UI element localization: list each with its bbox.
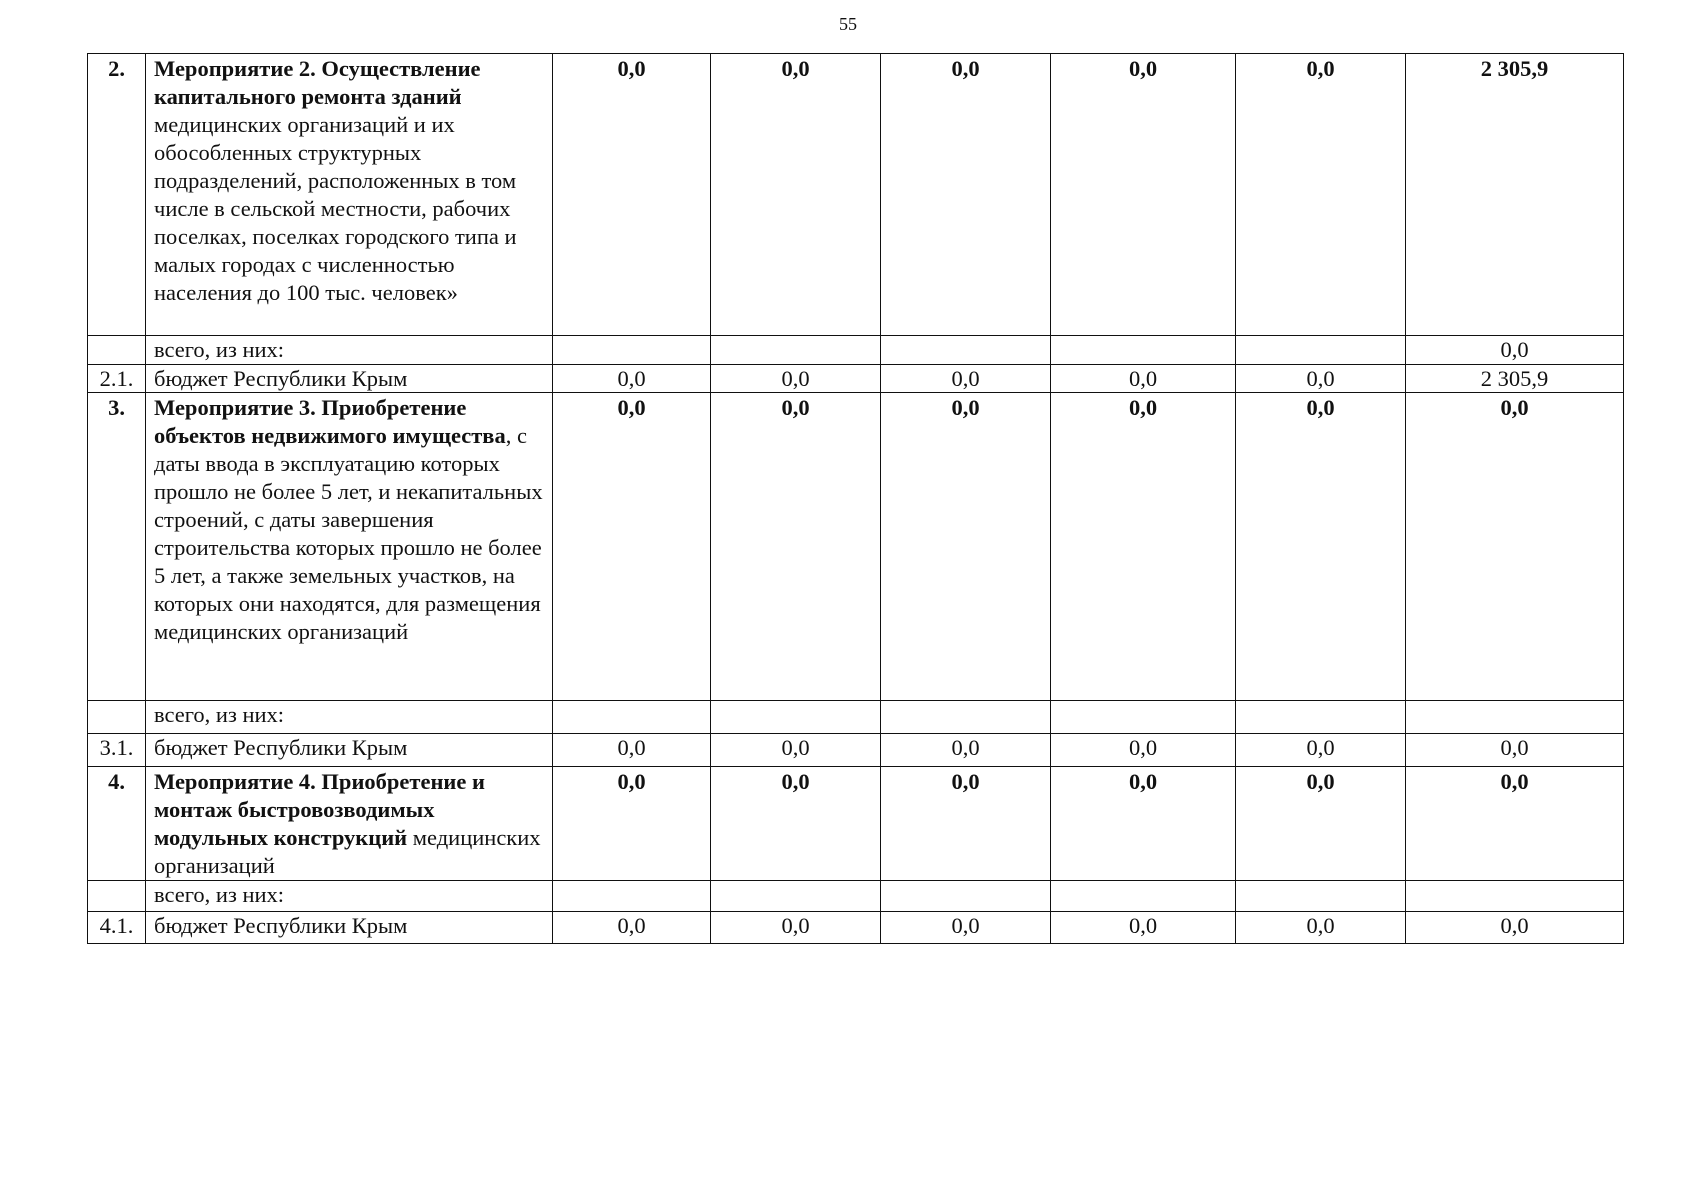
value-cell: [711, 336, 881, 365]
table-row-total: [88, 701, 1624, 734]
value-cell: [881, 701, 1051, 734]
table-row-measure-2: [88, 54, 1624, 336]
value-cell: 0,0: [1406, 767, 1624, 881]
table-row-budget: [88, 365, 1624, 393]
row-label: бюджет Республики Крым: [146, 912, 553, 944]
table-row-measure-3: [88, 393, 1624, 701]
value-cell: 0,0: [1406, 912, 1624, 944]
row-number: 3.1.: [88, 734, 146, 767]
row-label: бюджет Республики Крым: [146, 365, 553, 393]
value-cell: 0,0: [711, 393, 881, 701]
value-cell: 0,0: [881, 393, 1051, 701]
value-cell: 0,0: [1236, 365, 1406, 393]
value-cell: 0,0: [711, 912, 881, 944]
table-row-budget: [88, 734, 1624, 767]
row-number: 3.: [88, 393, 146, 701]
measure-description: [146, 767, 553, 881]
table-row-total: [88, 336, 1624, 365]
page-number: 55: [839, 14, 857, 34]
value-cell: [1406, 701, 1624, 734]
value-cell: 0,0: [711, 734, 881, 767]
measure-description: [146, 54, 553, 336]
value-cell: 0,0: [1051, 912, 1236, 944]
measure-title: Мероприятие 3. Приобретение объектов недвижимого имущества: [154, 395, 506, 448]
measure-details: медицинских организаций: [154, 825, 541, 878]
value-cell: 0,0: [1051, 767, 1236, 881]
value-cell: [711, 701, 881, 734]
value-cell: 2 305,9: [1406, 54, 1624, 336]
value-cell: 0,0: [1406, 734, 1624, 767]
value-cell: 0,0: [881, 767, 1051, 881]
value-cell: [1051, 701, 1236, 734]
value-cell: [1236, 701, 1406, 734]
row-number: 2.1.: [88, 365, 146, 393]
row-number: [88, 701, 146, 734]
value-cell: 0,0: [553, 767, 711, 881]
value-cell: 0,0: [711, 365, 881, 393]
value-cell: 0,0: [1236, 912, 1406, 944]
value-cell: 0,0: [1051, 365, 1236, 393]
value-cell: 2 305,9: [1406, 365, 1624, 393]
value-cell: 0,0: [1236, 54, 1406, 336]
value-cell: [553, 701, 711, 734]
value-cell: 0,0: [881, 54, 1051, 336]
value-cell: 0,0: [881, 912, 1051, 944]
value-cell: [1236, 336, 1406, 365]
value-cell: [881, 881, 1051, 912]
value-cell: 0,0: [711, 54, 881, 336]
row-number: 4.1.: [88, 912, 146, 944]
measure-title: Мероприятие 2. Осуществление капитального ремонта зданий: [154, 56, 481, 109]
value-cell: [1051, 336, 1236, 365]
measure-title: Мероприятие 4. Приобретение и монтаж быстровозводимых модульных конструкций: [154, 769, 485, 850]
value-cell: [711, 881, 881, 912]
row-label: бюджет Республики Крым: [146, 734, 553, 767]
value-cell: 0,0: [1236, 393, 1406, 701]
value-cell: 0,0: [1406, 336, 1624, 365]
row-label: всего, из них:: [146, 336, 553, 365]
value-cell: [553, 881, 711, 912]
measure-details: медицинских организаций и их обособленных структурных подразделений, расположенных в том числе в сельской местности, рабочих поселках, поселках городского типа и малых городах с численностью населения до 100 тыс. человек»: [154, 112, 517, 305]
measure-description: [146, 393, 553, 701]
value-cell: 0,0: [553, 54, 711, 336]
value-cell: 0,0: [711, 767, 881, 881]
row-number: [88, 336, 146, 365]
table-row-measure-4: [88, 767, 1624, 881]
row-number: [88, 881, 146, 912]
value-cell: 0,0: [1051, 734, 1236, 767]
value-cell: 0,0: [1051, 393, 1236, 701]
value-cell: [881, 336, 1051, 365]
value-cell: 0,0: [881, 365, 1051, 393]
row-label: всего, из них:: [146, 881, 553, 912]
value-cell: [1051, 881, 1236, 912]
row-number: 2.: [88, 54, 146, 336]
value-cell: [553, 336, 711, 365]
measure-details: , с даты ввода в эксплуатацию которых прошло не более 5 лет, и некапитальных строений, с даты завершения строительства которых прошло не более 5 лет, а также земельных участков, на которых они находятся, для размещения медицинских организаций: [154, 423, 543, 644]
value-cell: 0,0: [1406, 393, 1624, 701]
value-cell: 0,0: [881, 734, 1051, 767]
value-cell: 0,0: [1236, 734, 1406, 767]
value-cell: 0,0: [1236, 767, 1406, 881]
value-cell: 0,0: [553, 734, 711, 767]
value-cell: 0,0: [1051, 54, 1236, 336]
value-cell: [1236, 881, 1406, 912]
budget-table: [87, 53, 1624, 944]
value-cell: [1406, 881, 1624, 912]
row-label: всего, из них:: [146, 701, 553, 734]
table-row-budget: [88, 912, 1624, 944]
table-row-total: [88, 881, 1624, 912]
value-cell: 0,0: [553, 912, 711, 944]
row-number: 4.: [88, 767, 146, 881]
value-cell: 0,0: [553, 365, 711, 393]
value-cell: 0,0: [553, 393, 711, 701]
